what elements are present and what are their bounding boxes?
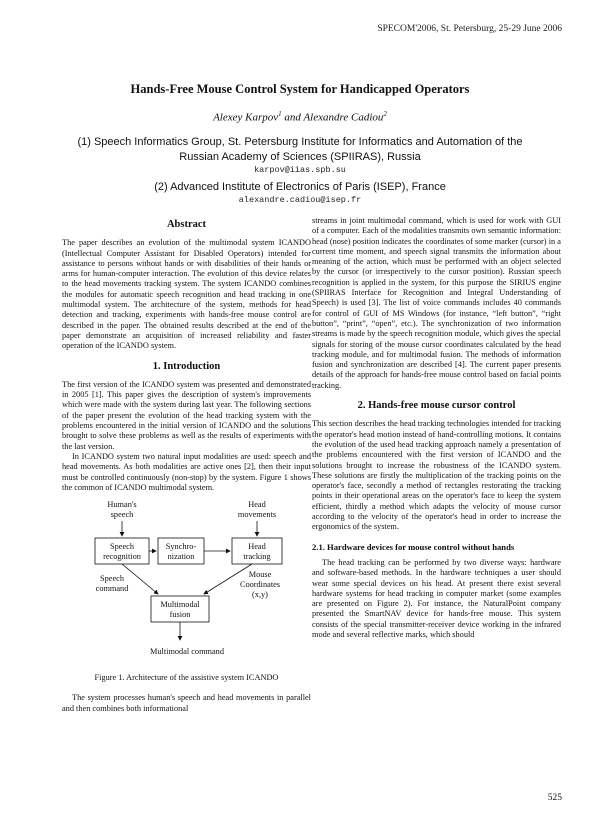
section-2-1-heading: 2.1. Hardware devices for mouse control without hands (312, 541, 515, 552)
label-humans-speech-2: speech (110, 510, 134, 520)
label-head-movements-2: movements (237, 510, 277, 520)
affiliation-2-email[interactable]: alexandre.cadiou@isep.fr (238, 195, 362, 205)
label-head-movements-1: Head (248, 500, 266, 510)
left-column (62, 216, 311, 714)
label-mouse-coordinates-2: Coordinates (239, 580, 281, 590)
author-1: Alexey Karpov (213, 111, 279, 124)
intro-paragraph-3: The system processes human's speech and head movements in parallel and then combines both informational (62, 693, 311, 713)
right-column (312, 216, 561, 640)
right-paragraph-1: streams in joint multimodal command, which is used for work with GUI of a computer. Each of the modalities transmits own semantic information: head (nose) position indicates the coordinates of some marker (cursor) in a current time moment, and speech signal transmits the information about meaning of the action, which must be performed with an object selected by the cursor (or irrespectively to the cursor position). Russian speech recognition is applied in the system, for this purpose the SIRIUS engine (SPIIRAS Interface for Recognition and Integral Understanding of Speech) is used [3]. The list of voice commands includes 40 commands for control of GUI of MS Windows (for instance, “left button”, “right button”, “print”, “open”, etc.). The synchronization of two information streams is made by the speech recognition module, which gives the special signals for storing of the mouse cursor coordinates calculated by the head tracking module, and for multimodal fusion. The methods of information fusion and synchronization are described [4]. The current paper presents details of the approach for hands-free mouse control based on facial points tracking. (312, 216, 561, 390)
architecture-diagram (62, 497, 311, 667)
section-2-paragraph: This section describes the head tracking technologies intended for tracking the operator's head motion instead of hand-controlling motions. It contains the evolution of the used head tracking approach namely a presentation of the problems encountered with the first version of ICANDO and the solutions brought to increase the robustness of the ICANDO system. These solutions are firstly the multiplication of the tracking points on the operator's face, secondly a method of rectangles restorating the tracking points in their operational areas on the operator's face to keep the system efficient, thirdly a method which adapts the velocity of mouse cursor according to the velocity of the operator's head in order to increase the ergonomics of the system. (312, 419, 561, 532)
abstract-text: The paper describes an evolution of the multimodal system ICANDO (Intellectual Computer Assistant for Disabled Operators) intended for assistance to persons without hands or with disabilities of their hands or arms for human-computer interaction. The evolution of this device relates to the head movements tracking system. The system ICANDO combines the modules for automatic speech recognition and head tracking in one multimodal system. The architecture of the system, methods for head detection and tracking, experiments with hands-free mouse control are described in the paper. The obtained results described at the end of the paper demonstrate an acquisition of increased reliability and faster operation of the ICANDO system. (62, 238, 311, 351)
arrow-track-to-fusion (204, 564, 252, 594)
affiliation-2-text: (2) Advanced Institute of Electronics of Paris (ISEP), France (154, 181, 446, 193)
author-2-sup: 2 (383, 110, 387, 118)
section-2-heading: 2. Hands-free mouse cursor control (357, 400, 516, 412)
figure-1-caption: Figure 1. Architecture of the assistive system ICANDO (94, 673, 279, 683)
box-multimodal-fusion-line-1: Multimodal (160, 600, 200, 610)
running-header: SPECOM'2006, St. Petersburg, 25-29 June 2006 (377, 24, 562, 34)
box-synchronization-line-1: Synchro- (165, 542, 197, 552)
box-multimodal-fusion-line-2: fusion (169, 610, 191, 620)
section-2-1-paragraph: The head tracking can be performed by two diverse ways: hardware and software-based methods. In the hardware techniques a user should wear some special devices on his head. At present there exist several hardware systems for head tracking in computer market (some examples are presented on Figure 2). For instance, the NaturalPoint company presented the SmartNAV device for hands-free mouse. This system consists of the special transmitter-receiver device working in the infrared mode and several reflective marks, which should (312, 557, 561, 639)
label-mouse-coordinates-1: Mouse (248, 570, 272, 580)
abstract-heading: Abstract (166, 219, 207, 230)
box-speech-recognition-line-1: Speech (110, 542, 134, 552)
author-1-sup: 1 (278, 110, 282, 118)
label-speech-command-1: Speech (100, 574, 124, 584)
authors (0, 110, 600, 124)
box-synchronization-line-2: nization (167, 552, 195, 562)
label-mouse-coordinates-3: (x,y) (252, 590, 268, 600)
affiliation-1-email[interactable]: karpov@iias.spb.su (254, 165, 346, 175)
intro-paragraph-2: In ICANDO system two natural input modalities are used: speech and head movements. As both modalities are active ones [2], then their input must be controlled continuously (non-stop) by the system. Figure 1 shows the common of ICANDO multimodal system. (62, 451, 311, 492)
intro-heading: 1. Introduction (152, 360, 221, 372)
page-number: 525 (547, 793, 562, 803)
label-speech-command-2: command (95, 584, 129, 594)
box-head-tracking-line-1: Head (248, 542, 266, 552)
author-conjunction: and (281, 111, 304, 124)
author-2: Alexandre Cadiou (303, 111, 384, 124)
figure-1 (62, 497, 311, 667)
affiliation-1 (70, 135, 530, 176)
box-speech-recognition-line-2: recognition (103, 552, 141, 562)
affiliation-2 (70, 180, 530, 206)
affiliation-1-text: (1) Speech Informatics Group, St. Petersburg Institute for Informatics and Automation of the Russian Academy of Sciences (SPIIRAS), Russia (77, 136, 523, 163)
box-head-tracking-line-2: tracking (243, 552, 271, 562)
paper-title: Hands-Free Mouse Control System for Handicapped Operators (130, 82, 470, 96)
intro-paragraph-1: The first version of the ICANDO system was presented and demonstrated in 2005 [1]. This paper gives the description of system's improvements which were made with the system during last year. The following sections of the paper present the evolution of the head tracking system with the problems encountered in the initial version of ICANDO and the solutions brought to solve these problems as well as the results of experiments with the last version. (62, 379, 311, 451)
label-multimodal-command: Multimodal command (150, 647, 224, 657)
label-humans-speech-1: Human's (107, 500, 137, 510)
